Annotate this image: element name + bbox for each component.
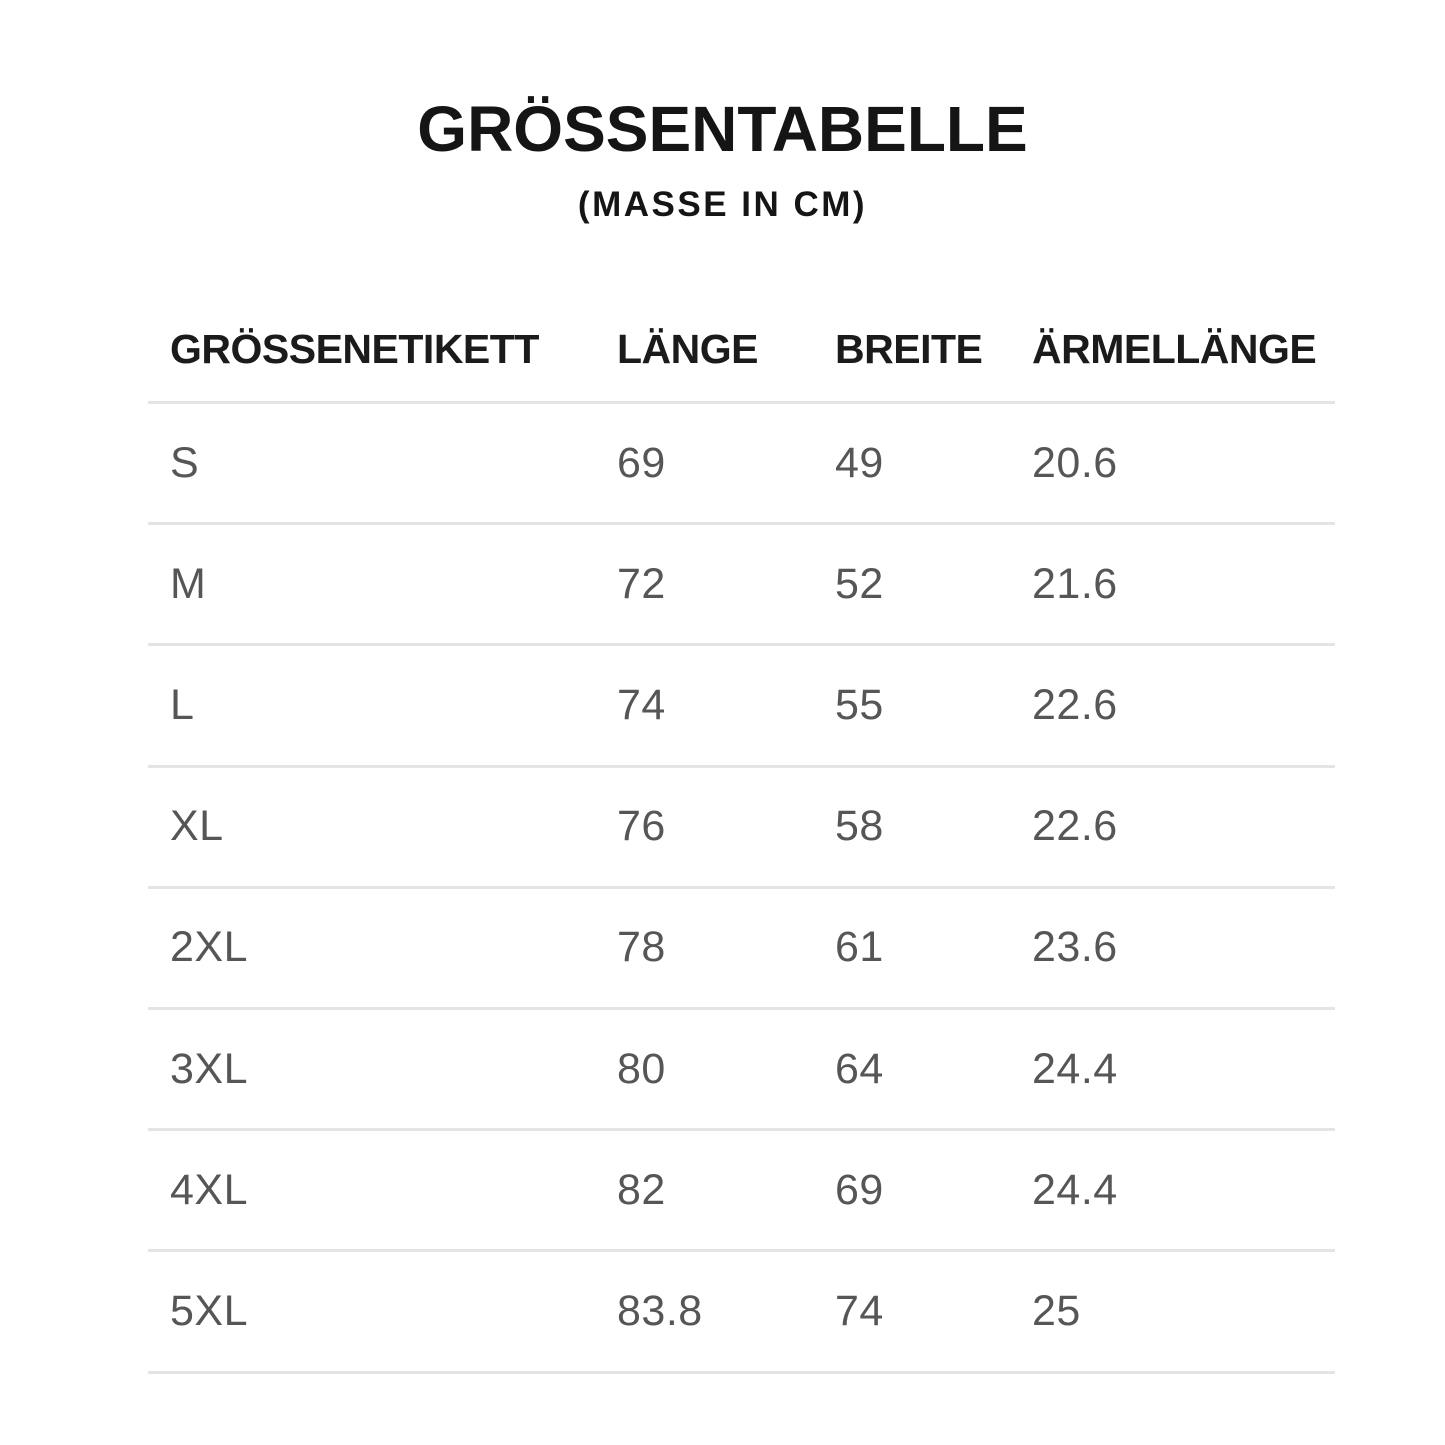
table-row-l [148,646,1335,767]
sleeve-length-cell: 24.4 [1032,1165,1118,1214]
table-row-2xl [148,889,1335,1010]
size-label-cell: S [170,438,200,487]
length-cell: 83.8 [617,1286,703,1335]
table-row-3xl [148,1010,1335,1131]
sleeve-length-cell: 20.6 [1032,438,1118,487]
size-label-cell: L [170,680,195,729]
width-cell: 74 [835,1286,884,1335]
size-label-cell: 5XL [170,1286,249,1335]
size-table [148,298,1335,1374]
page-title: GRÖSSENTABELLE [417,93,1028,165]
column-header-length: LÄNGE [617,326,758,372]
width-cell: 52 [835,559,884,608]
page-subtitle: (MASSE IN CM) [577,185,868,224]
sleeve-length-cell: 21.6 [1032,559,1118,608]
column-header-size-label: GRÖSSENETIKETT [170,326,539,372]
length-cell: 80 [617,1044,666,1093]
width-cell: 64 [835,1044,884,1093]
width-cell: 55 [835,680,884,729]
size-label-cell: 2XL [170,923,249,972]
length-cell: 82 [617,1165,666,1214]
length-cell: 72 [617,559,666,608]
table-header-row [148,298,1335,404]
sleeve-length-cell: 22.6 [1032,802,1118,851]
size-label-cell: XL [170,802,224,851]
sleeve-length-cell: 25 [1032,1286,1081,1335]
table-row-4xl [148,1131,1335,1252]
length-cell: 69 [617,438,666,487]
width-cell: 58 [835,802,884,851]
sleeve-length-cell: 22.6 [1032,680,1118,729]
width-cell: 61 [835,923,884,972]
table-row-s [148,404,1335,525]
table-row-5xl [148,1252,1335,1373]
length-cell: 78 [617,923,666,972]
length-cell: 74 [617,680,666,729]
sleeve-length-cell: 24.4 [1032,1044,1118,1093]
table-row-m [148,525,1335,646]
size-label-cell: 3XL [170,1044,249,1093]
width-cell: 49 [835,438,884,487]
sleeve-length-cell: 23.6 [1032,923,1118,972]
width-cell: 69 [835,1165,884,1214]
column-header-sleeve-length: ÄRMELLÄNGE [1032,326,1317,372]
table-row-xl [148,768,1335,889]
column-header-width: BREITE [835,326,983,372]
size-label-cell: M [170,559,207,608]
length-cell: 76 [617,802,666,851]
size-label-cell: 4XL [170,1165,249,1214]
